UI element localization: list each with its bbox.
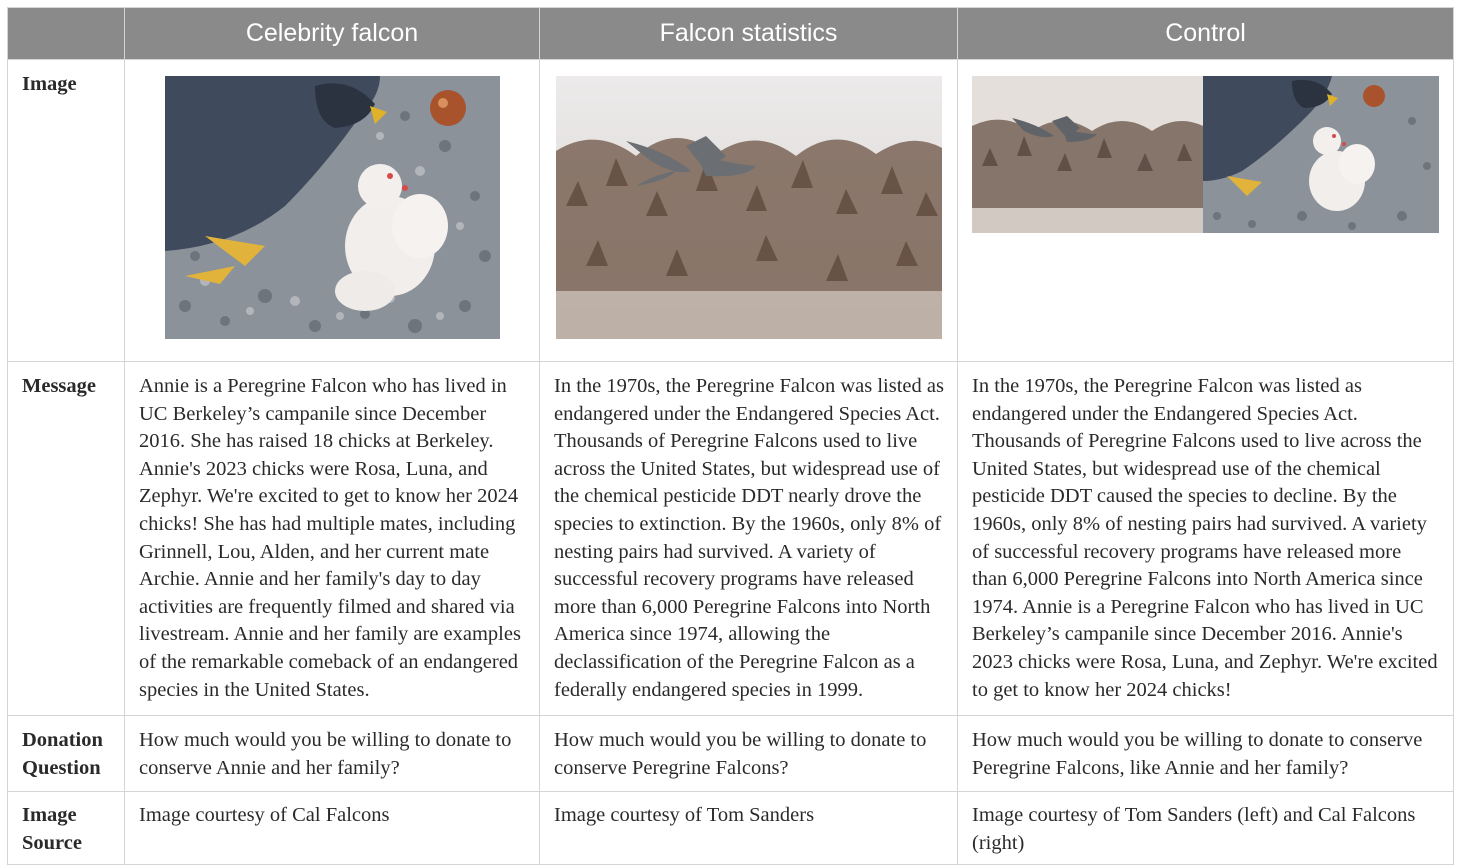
- treatment-comparison-table: [7, 7, 1454, 865]
- donation-question-celebrity: How much would you be willing to donate to conserve Annie and her family?: [125, 716, 540, 792]
- image-row: [8, 60, 1454, 362]
- row-label-donation-line2: Question: [22, 756, 101, 779]
- donation-row: [8, 716, 1454, 792]
- image-source-celebrity: Image courtesy of Cal Falcons: [125, 792, 540, 865]
- falcon-with-chicks-image: [165, 76, 500, 339]
- composite-control-image: [972, 76, 1439, 233]
- row-label-image: Image: [8, 60, 125, 362]
- image-cell-control: [958, 60, 1454, 362]
- row-label-message: Message: [8, 362, 125, 716]
- message-celebrity: Annie is a Peregrine Falcon who has lived in UC Berkeley’s campanile since December 2016. She has raised 18 chicks at Berkeley. Annie's 2023 chicks were Rosa, Luna, and Zephyr. We're excited to get to know her 2024 chicks! She has had multiple mates, including Grinnell, Lou, Alden, and her current mate Archie. Annie and her family's day to day activities are frequently filmed and shared via livestream. Annie and her family are examples of the remarkable comeback of an endangered species in the United States.: [125, 362, 540, 716]
- row-label-source-line2: Source: [22, 831, 82, 854]
- message-row: [8, 362, 1454, 716]
- column-header-celebrity: Celebrity falcon: [125, 8, 540, 60]
- header-corner: [8, 8, 125, 60]
- row-label-source-line1: Image: [22, 804, 77, 826]
- image-cell-celebrity: [125, 60, 540, 362]
- row-label-donation-line1: Donation: [22, 729, 103, 751]
- column-header-control: Control: [958, 8, 1454, 60]
- donation-question-statistics: How much would you be willing to donate to conserve Peregrine Falcons?: [540, 716, 958, 792]
- falcon-flying-over-flock-image: [556, 76, 942, 339]
- message-control: In the 1970s, the Peregrine Falcon was listed as endangered under the Endangered Species Act. Thousands of Peregrine Falcons used to live across the United States, but widespread use of the chemical pesticide DDT caused the species to decline. By the 1960s, only 8% of nesting pairs had survived. A variety of successful recovery programs have released more than 6,000 Peregrine Falcons into North America since 1974. Annie is a Peregrine Falcon who has lived in UC Berkeley’s campanile since December 2016. Annie's 2023 chicks were Rosa, Luna, and Zephyr. We're excited to get to know her 2024 chicks!: [958, 362, 1454, 716]
- donation-question-control: How much would you be willing to donate to conserve Peregrine Falcons, like Annie and her family?: [958, 716, 1454, 792]
- message-statistics: In the 1970s, the Peregrine Falcon was listed as endangered under the Endangered Species Act. Thousands of Peregrine Falcons used to live across the United States, but widespread use of the chemical pesticide DDT nearly drove the species to extinction. By the 1960s, only 8% of nesting pairs had survived. A variety of successful recovery programs have released more than 6,000 Peregrine Falcons into North America since 1974, allowing the declassification of the Peregrine Falcon as a federally endangered species in 1999.: [540, 362, 958, 716]
- image-source-statistics: Image courtesy of Tom Sanders: [540, 792, 958, 865]
- column-header-statistics: Falcon statistics: [540, 8, 958, 60]
- image-source-row: [8, 792, 1454, 865]
- row-label-donation: [8, 716, 125, 792]
- header-row: [8, 8, 1454, 60]
- image-source-control: Image courtesy of Tom Sanders (left) and Cal Falcons (right): [958, 792, 1454, 865]
- row-label-source: [8, 792, 125, 865]
- image-cell-statistics: [540, 60, 958, 362]
